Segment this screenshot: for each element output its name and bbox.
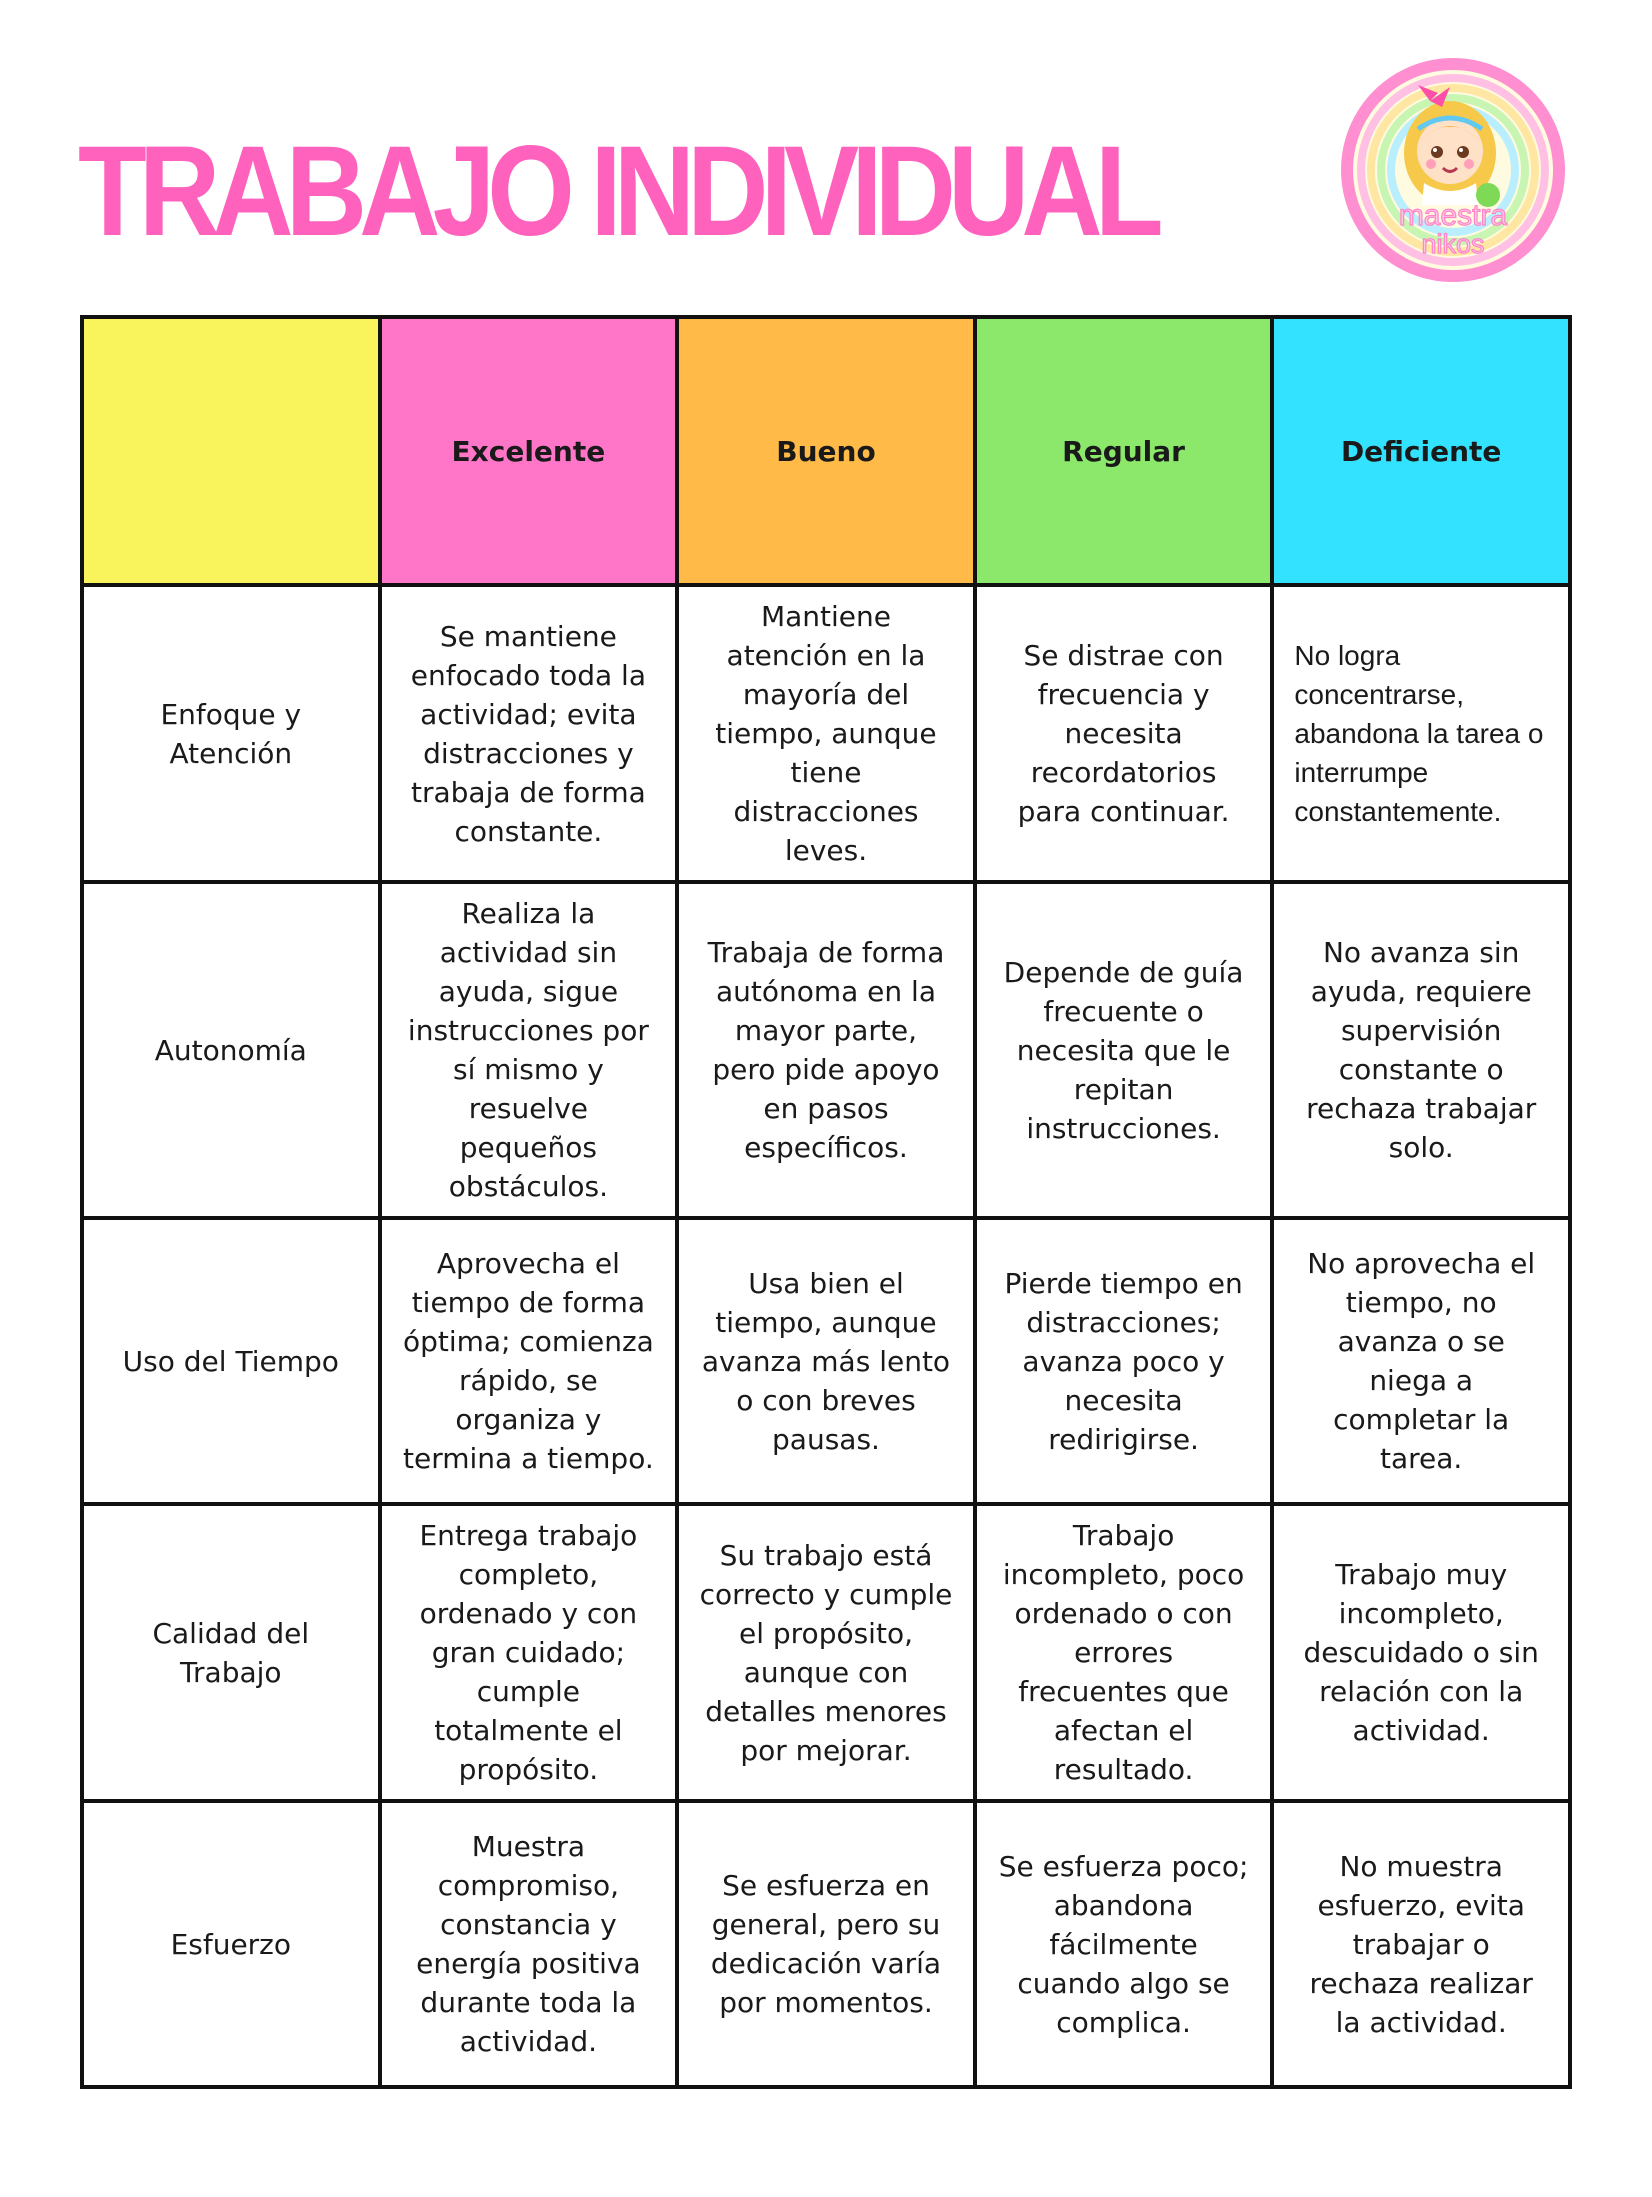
table-row — [82, 882, 1570, 1218]
logo-line1: maestra — [1398, 199, 1508, 232]
table-row — [82, 1218, 1570, 1504]
rubric-cell: Pierde tiempo en distracciones; avanza poco y necesita redirigirse. — [975, 1218, 1273, 1504]
rubric-cell: No logra concentrarse, abandona la tarea o interrumpe constantemente. — [1272, 585, 1570, 882]
rubric-cell: No muestra esfuerzo, evita trabajar o rechaza realizar la actividad. — [1272, 1801, 1570, 2087]
rubric-cell: Su trabajo está correcto y cumple el propósito, aunque con detalles menores por mejorar. — [677, 1504, 975, 1801]
rubric-cell: Trabaja de forma autónoma en la mayor parte, pero pide apoyo en pasos específicos. — [677, 882, 975, 1218]
header-regular: Regular — [975, 317, 1273, 585]
rubric-cell: Se mantiene enfocado toda la actividad; evita distracciones y trabaja de forma constante. — [380, 585, 678, 882]
criterion-label: Esfuerzo — [82, 1801, 380, 2087]
rubric-cell: Depende de guía frecuente o necesita que le repitan instrucciones. — [975, 882, 1273, 1218]
maestra-nikos-logo — [1338, 55, 1568, 285]
header-bueno: Bueno — [677, 317, 975, 585]
rubric-cell: No aprovecha el tiempo, no avanza o se niega a completar la tarea. — [1272, 1218, 1570, 1504]
rubric-cell: Realiza la actividad sin ayuda, sigue instrucciones por sí mismo y resuelve pequeños obstáculos. — [380, 882, 678, 1218]
criterion-label: Calidad del Trabajo — [82, 1504, 380, 1801]
criterion-label: Uso del Tiempo — [82, 1218, 380, 1504]
rubric-table — [80, 315, 1572, 2089]
table-row — [82, 1504, 1570, 1801]
rubric-cell: Trabajo incompleto, poco ordenado o con errores frecuentes que afectan el resultado. — [975, 1504, 1273, 1801]
table-row — [82, 585, 1570, 882]
rubric-cell: Aprovecha el tiempo de forma óptima; comienza rápido, se organiza y termina a tiempo. — [380, 1218, 678, 1504]
rubric-cell: Se esfuerza en general, pero su dedicación varía por momentos. — [677, 1801, 975, 2087]
rubric-cell: Entrega trabajo completo, ordenado y con gran cuidado; cumple totalmente el propósito. — [380, 1504, 678, 1801]
rubric-cell: Se distrae con frecuencia y necesita recordatorios para continuar. — [975, 585, 1273, 882]
header-deficiente: Deficiente — [1272, 317, 1570, 585]
rubric-cell: No avanza sin ayuda, requiere supervisión constante o rechaza trabajar solo. — [1272, 882, 1570, 1218]
criterion-label: Enfoque y Atención — [82, 585, 380, 882]
header-corner — [82, 317, 380, 585]
header-row — [82, 317, 1570, 585]
table-row — [82, 1801, 1570, 2087]
criterion-label: Autonomía — [82, 882, 380, 1218]
header-excelente: Excelente — [380, 317, 678, 585]
rubric-cell: Trabajo muy incompleto, descuidado o sin relación con la actividad. — [1272, 1504, 1570, 1801]
rubric-cell: Se esfuerza poco; abandona fácilmente cuando algo se complica. — [975, 1801, 1273, 2087]
page-title: TRABAJO INDIVIDUAL — [78, 120, 1156, 263]
rubric-cell: Usa bien el tiempo, aunque avanza más lento o con breves pausas. — [677, 1218, 975, 1504]
logo-line2: nikos — [1421, 229, 1485, 259]
rubric-cell: Mantiene atención en la mayoría del tiempo, aunque tiene distracciones leves. — [677, 585, 975, 882]
rubric-cell: Muestra compromiso, constancia y energía positiva durante toda la actividad. — [380, 1801, 678, 2087]
